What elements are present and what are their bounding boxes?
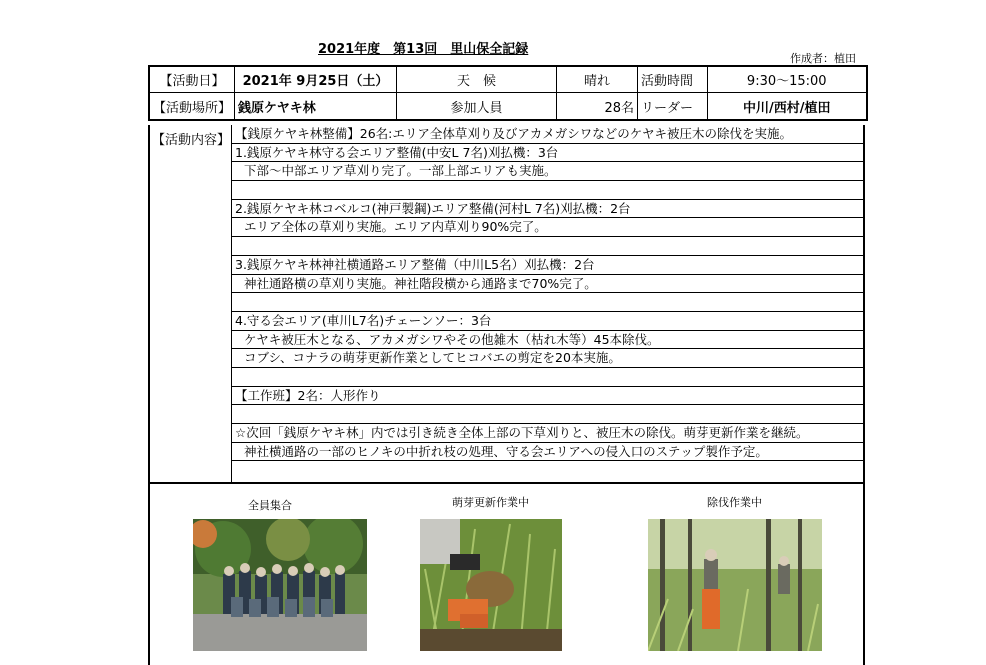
participants-value: 28名 bbox=[557, 93, 638, 121]
photo-caption-sprouting: 萌芽更新作業中 bbox=[452, 496, 529, 509]
document-title: 2021年度 第13回 里山保全記録 bbox=[318, 42, 529, 57]
sprouting-work-photo bbox=[420, 519, 562, 651]
content-line: コブシ、コナラの萌芽更新作業としてヒコバエの剪定を20本実施。 bbox=[232, 349, 865, 368]
content-line: 1.銭原ケヤキ林守る会エリア整備(中安L 7名)刈払機：3台 bbox=[232, 144, 865, 163]
content-line-empty bbox=[232, 293, 865, 312]
content-label-cell bbox=[150, 125, 232, 482]
thinning-work-photo bbox=[648, 519, 822, 651]
header-table bbox=[148, 65, 868, 121]
section-divider bbox=[150, 482, 863, 484]
photo-caption-thinning: 除伐作業中 bbox=[707, 496, 762, 509]
content-line: ☆次回「銭原ケヤキ林」内では引き続き全体上部の下草刈りと、被圧木の除伐。萌芽更新作業を継続。 bbox=[232, 424, 865, 443]
content-line: 4.守る会エリア(車川L7名)チェーンソー：3台 bbox=[232, 312, 865, 331]
group-photo bbox=[193, 519, 367, 651]
content-line: 神社横通路の一部のヒノキの中折れ枝の処理、守る会エリアへの侵入口のステップ製作予定。 bbox=[232, 443, 865, 462]
content-section bbox=[148, 125, 865, 665]
content-line: 【銭原ケヤキ林整備】26名:エリア全体草刈り及びアカメガシワなどのケヤキ被圧木の除伐を実施。 bbox=[232, 125, 865, 144]
photo-caption-group: 全員集合 bbox=[248, 499, 292, 512]
activity-time-label: 活動時間 bbox=[638, 66, 708, 93]
activity-place-value: 銭原ケヤキ林 bbox=[235, 93, 397, 121]
activity-place-label: 【活動場所】 bbox=[149, 93, 235, 121]
weather-value: 晴れ bbox=[557, 66, 638, 93]
content-line: 【工作班】2名：人形作り bbox=[232, 387, 865, 406]
content-line: エリア全体の草刈り実施。エリア内草刈り90%完了。 bbox=[232, 218, 865, 237]
activity-date: 2021年 9月25日（土） bbox=[235, 66, 397, 93]
content-line-empty bbox=[232, 237, 865, 256]
content-lines bbox=[232, 125, 865, 461]
activity-time-value: 9:30～15:00 bbox=[708, 66, 867, 93]
content-line: 神社通路横の草刈り実施。神社階段横から通路まで70%完了。 bbox=[232, 275, 865, 294]
weather-label: 天 候 bbox=[397, 66, 557, 93]
content-line: 下部～中部エリア草刈り完了。一部上部エリアも実施。 bbox=[232, 162, 865, 181]
activity-day-label: 【活動日】 bbox=[149, 66, 235, 93]
content-line: 3.銭原ケヤキ林神社横通路エリア整備（中川L5名）刈払機：2台 bbox=[232, 256, 865, 275]
content-line-empty bbox=[232, 368, 865, 387]
content-line-empty bbox=[232, 405, 865, 424]
leader-value: 中川/西村/植田 bbox=[708, 93, 867, 121]
author-label: 作成者：植田 bbox=[790, 52, 856, 65]
content-line: 2.銭原ケヤキ林コベルコ(神戸製鋼)エリア整備(河村L 7名)刈払機：2台 bbox=[232, 200, 865, 219]
participants-label: 参加人員 bbox=[397, 93, 557, 121]
content-line-empty bbox=[232, 181, 865, 200]
content-line: ケヤキ被圧木となる、アカメガシワやその他雑木（枯れ木等）45本除伐。 bbox=[232, 331, 865, 350]
leader-label: リーダー bbox=[638, 93, 708, 121]
content-label: 【活動内容】 bbox=[152, 133, 231, 148]
